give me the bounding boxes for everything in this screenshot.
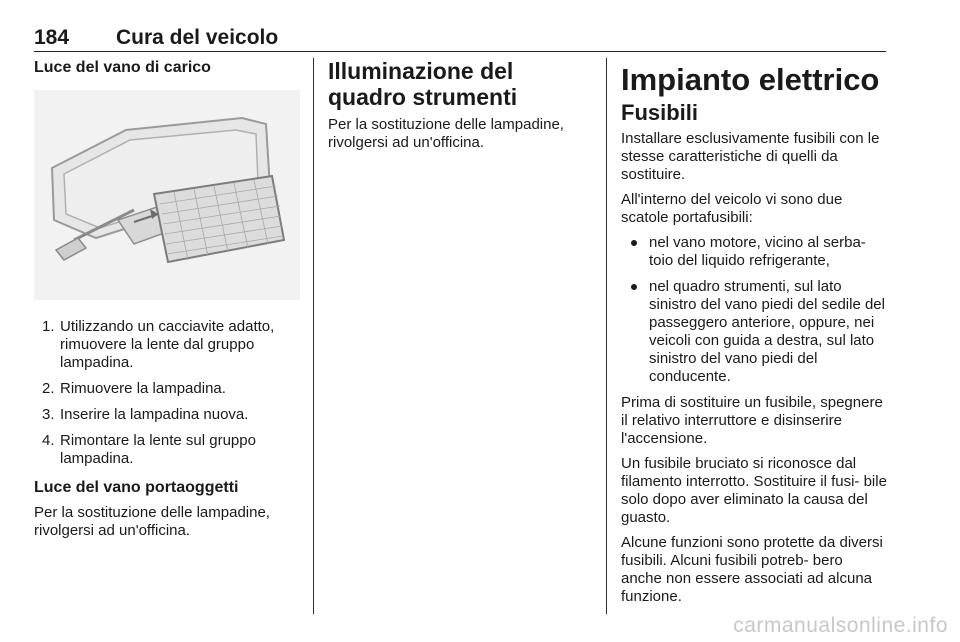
heading-glovebox-light: Luce del vano portaoggetti <box>34 479 239 496</box>
fuses-paragraph: Prima di sostituire un fusibile, spegnere il relativo interruttore e disinserire l'accensione. <box>621 394 883 447</box>
column-3 <box>621 58 887 613</box>
fuses-paragraph: Installare esclusivamente fusibili con le stesse caratteristiche di quelli da sostituire. <box>621 130 880 183</box>
list-item: 2. Rimuovere la lampadina. <box>42 380 226 397</box>
fuses-paragraph: Alcune funzioni sono protette da diversi fusibili. Alcuni fusibili potreb- bero anche non essere associati ad alcuna funzione. <box>621 534 883 605</box>
column-divider <box>313 58 314 614</box>
steps-list <box>34 318 300 468</box>
fuses-paragraph: All'interno del veicolo vi sono due scatole portafusibili: <box>621 191 843 226</box>
list-item: 3. Inserire la lampadina nuova. <box>42 406 249 423</box>
fuse-box-list <box>621 234 887 386</box>
list-item: nel quadro strumenti, sul lato sinistro del vano piedi del sedile del passeggero anteriore, oppure, nei veicoli con guida a destra, sul lato sinistro del vano piedi del conducente. <box>621 278 887 386</box>
fuses-paragraph: Un fusibile bruciato si riconosce dal filamento interrotto. Sostituire il fusi- bile solo dopo aver eliminato la causa del guasto. <box>621 455 887 526</box>
column-1 <box>34 58 300 547</box>
section-title: Cura del veicolo <box>116 26 279 49</box>
heading-cargo-light: Luce del vano di carico <box>34 59 211 76</box>
instrument-lighting-text: Per la sostituzione delle lampadine, rivolgersi ad un'officina. <box>328 116 564 151</box>
column-2 <box>328 58 590 159</box>
watermark: carmanualsonline.info <box>733 614 948 637</box>
list-item: 4. Rimontare la lente sul gruppo lampadina. <box>42 432 256 467</box>
bullet-icon <box>631 284 637 290</box>
header-rule <box>34 51 886 52</box>
list-item: 1. Utilizzando un cacciavite adatto, rimuovere la lente dal gruppo lampadina. <box>42 318 275 371</box>
bullet-icon <box>631 240 637 246</box>
column-divider <box>606 58 607 614</box>
page-number: 184 <box>34 26 70 49</box>
lamp-removal-drawing <box>34 90 300 300</box>
list-item: nel vano motore, vicino al serba- toio del liquido refrigerante, <box>621 234 887 270</box>
cargo-light-illustration <box>34 90 300 300</box>
page-header <box>34 26 886 52</box>
heading-fuses: Fusibili <box>621 100 698 125</box>
heading-electrical-system: Impianto elettrico <box>621 62 880 97</box>
glovebox-light-text: Per la sostituzione delle lampadine, rivolgersi ad un'officina. <box>34 504 270 539</box>
heading-instrument-lighting: Illuminazione del quadro strumenti <box>328 58 518 110</box>
